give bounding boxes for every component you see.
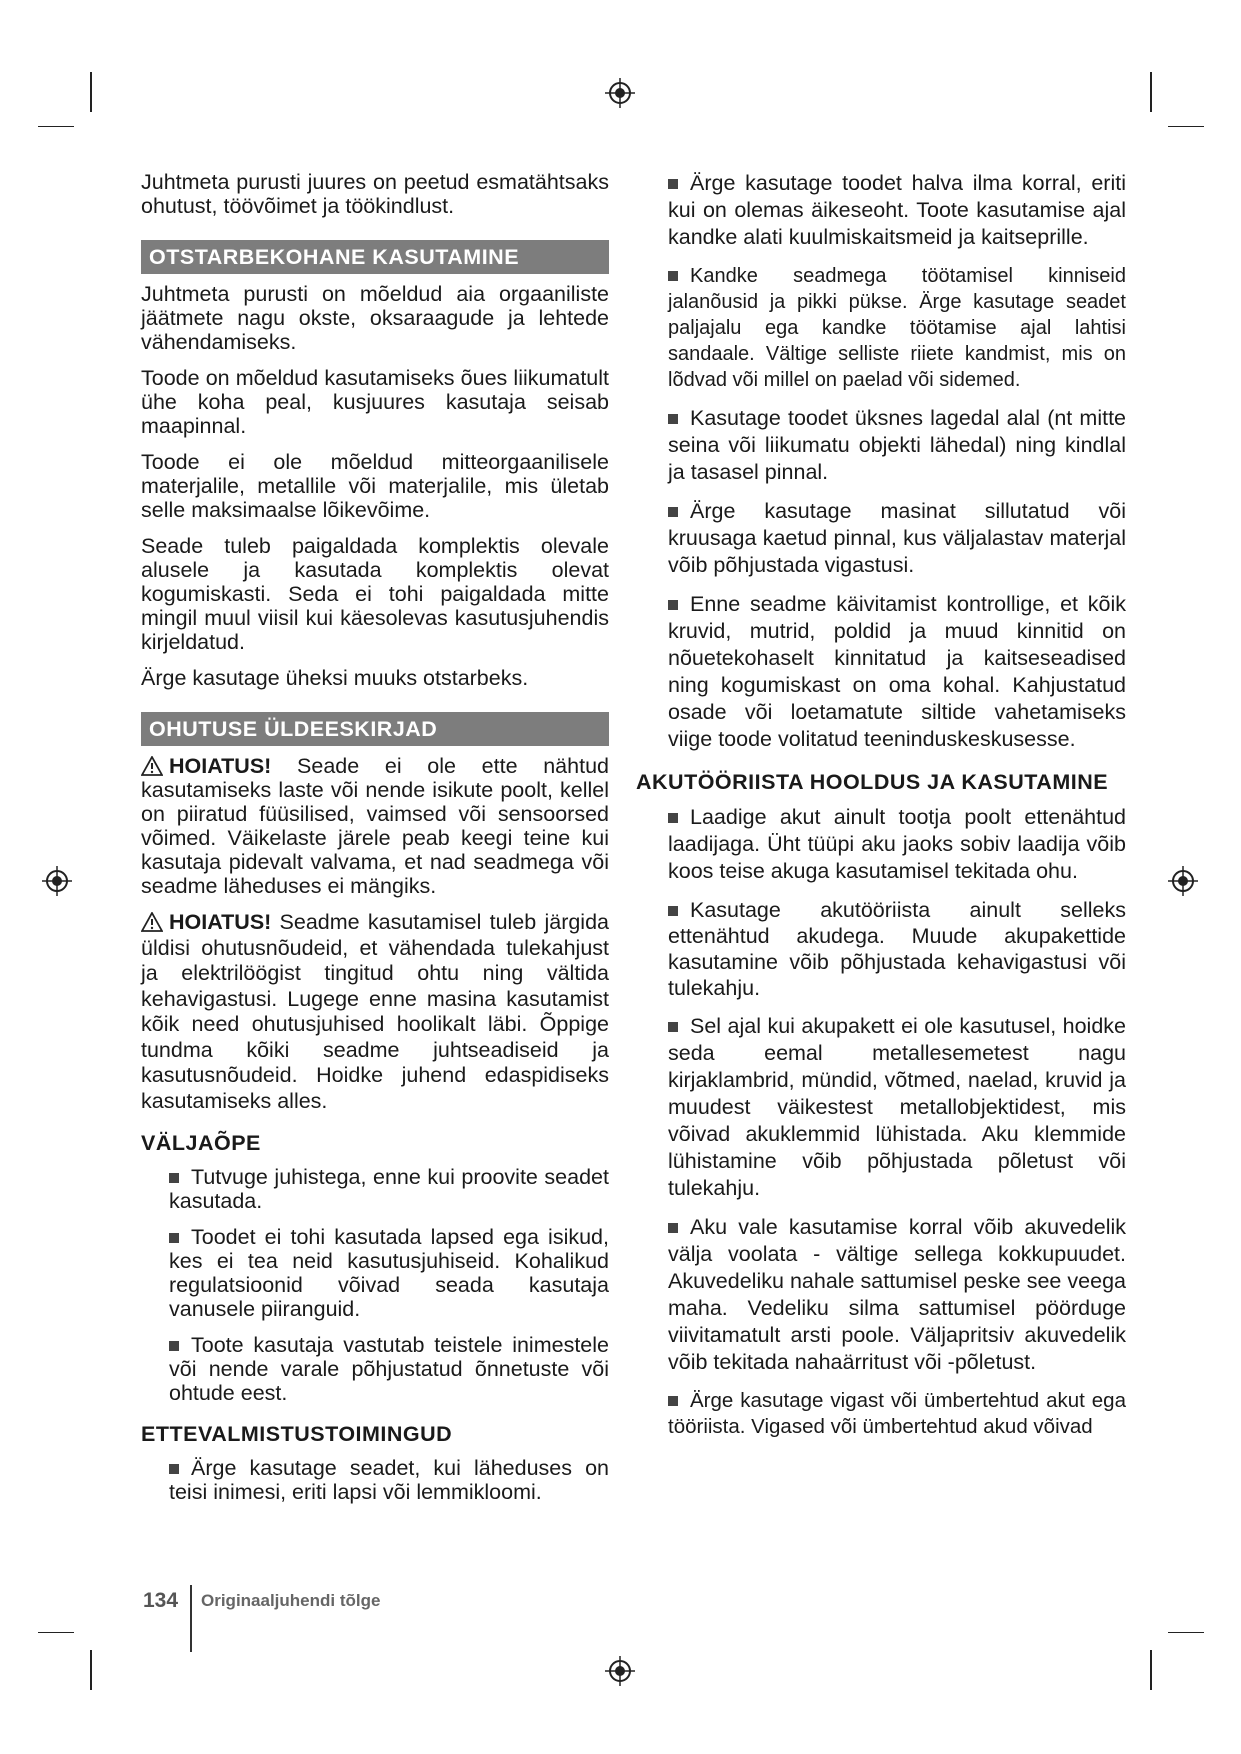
warning-label: HOIATUS! (169, 910, 272, 934)
paragraph: Ärge kasutage üheksi muuks otstarbeks. (141, 666, 529, 690)
list-item: Ärge kasutage vigast või ümbertehtud akut ega tööriista. Vigased või ümbertehtud akud võivad (668, 1389, 1126, 1438)
bullet-icon (169, 1341, 179, 1351)
paragraph: Toode on mõeldud kasutamiseks õues liikumatult ühe koha peal, kusjuures kasutaja seisab maapinnal. (141, 366, 609, 438)
list-item: Aku vale kasutamise korral võib akuvedelik välja voolata - vältige sellega kokkupuudet. Akuvedeliku nahale sattumisel peske see veega maha. Vedeliku silma sattumisel pöörduge viivitamatult arsti poole. Väljapritsiv akuvedelik võib tekitada nahaärritust või -põletust. (668, 1215, 1126, 1374)
warning-text: Seadme kasutamisel tuleb järgida üldisi ohutusnõudeid, et vähendada tulekahjust ja elektrilöögist tingitud ohtu ning vältida kehavigastusi. Lugege enne masina kasutamist kõik need ohutusjuhised hoolikalt läbi. Õppige tundma kõiki seadme juhtseadiseid ja kasutusnõudeid. Hoidke juhend edaspidiseks kasutamiseks alles. (141, 910, 609, 1113)
list-item: Kasutage toodet üksnes lagedal alal (nt mitte seina või liikumatu objekti lähedal) ning kindlal ja tasasel pinnal. (668, 406, 1126, 484)
warning-paragraph (141, 754, 609, 898)
subsection-heading: ETTEVALMISTUSTOIMINGUD (141, 1422, 453, 1446)
list-item: Kasutage akutööriista ainult selleks ettenähtud akudega. Muude akupakettide kasutamine võib põhjustada kehavigastusi või tulekahju. (668, 898, 1126, 1000)
paragraph: Seade tuleb paigaldada komplektis olevale alusele ja kasutada komplektis olevat kogumiskasti. Seda ei tohi paigaldada mitte mingil muul viisil kui käesolevas kasutusjuhendis kirjeldatud. (141, 534, 609, 654)
subsection-heading: VÄLJAÕPE (141, 1131, 261, 1155)
footer-text: Originaaljuhendi tõlge (201, 1591, 381, 1610)
subsection-heading: AKUTÖÖRIISTA HOOLDUS JA KASUTAMINE (636, 770, 1109, 794)
bullet-icon (668, 414, 678, 424)
list-item: Ärge kasutage seadet, kui läheduses on teisi inimesi, eriti lapsi või lemmikloomi. (169, 1456, 609, 1504)
registration-mark-icon (605, 78, 635, 108)
list-item: Ärge kasutage toodet halva ilma korral, eriti kui on olemas äikeseoht. Toote kasutamise ajal kandke alati kuulmiskaitsmeid ja kaitseprille. (668, 171, 1126, 249)
bullet-icon (668, 1396, 678, 1406)
bullet-icon (668, 813, 678, 823)
bullet-icon (169, 1464, 179, 1474)
left-column (141, 170, 609, 1516)
bullet-icon (169, 1173, 179, 1183)
page-number: 134 (143, 1589, 179, 1612)
bullet-icon (668, 1022, 678, 1032)
crop-mark (90, 72, 92, 112)
bullet-icon (169, 1233, 179, 1243)
paragraph: Juhtmeta purusti on mõeldud aia orgaaniliste jäätmete nagu okste, oksaraagude ja lehtede vähendamiseks. (141, 282, 609, 354)
paragraph: Toode ei ole mõeldud mitteorgaanilisele materjalile, metallile või materjalile, mis ületab selle maksimaalse lõikevõime. (141, 450, 609, 522)
list-item: Kandke seadmega töötamisel kinniseid jalanõusid ja pikki pükse. Ärge kasutage seadet paljajalu ega kandke töötamise ajal lahtisi sandaale. Vältige selliste riiete kandmist, mis on lõdvad või millel on paelad või sidemed. (668, 265, 1126, 391)
footer-divider (190, 1585, 192, 1652)
crop-mark (38, 1632, 74, 1633)
bullet-icon (668, 507, 678, 517)
crop-mark (1168, 126, 1204, 127)
warning-text: Seade ei ole ette nähtud kasutamiseks laste või nende isikute poolt, kellel on piiratud füüsilised, vaimsed või sensoorsed võimed. Väikelaste järele peab keegi teine kui kasutaja pidevalt valvama, et nad seadmega või seadme läheduses ei mängiks. (141, 754, 609, 898)
section-heading: OHUTUSE ÜLDEESKIRJAD (141, 712, 609, 746)
list-item: Toote kasutaja vastutab teistele inimestele või nende varale põhjustatud õnnetuste või ohtude eest. (169, 1333, 609, 1405)
intro-paragraph: Juhtmeta purusti juures on peetud esmatähtsaks ohutust, töövõimet ja töökindlust. (141, 170, 609, 218)
crop-mark (1150, 1650, 1152, 1690)
right-column (636, 170, 1126, 1452)
crop-mark (1168, 1632, 1204, 1633)
warning-paragraph (141, 910, 609, 1114)
crop-mark (38, 126, 74, 127)
list-item: Enne seadme käivitamist kontrollige, et kõik kruvid, mutrid, poldid ja muud kinnitid on nõuetekohaselt kinnitatud ja kaitseseadised ning kogumiskast on oma kohal. Kahjustatud osade või loetamatute siltide vahetamiseks viige toode volitatud teeninduskeskusesse. (668, 592, 1126, 751)
warning-triangle-icon (141, 756, 163, 776)
warning-label: HOIATUS! (169, 754, 272, 778)
list-item: Toodet ei tohi kasutada lapsed ega isikud, kes ei tea neid kasutusjuhiseid. Kohalikud regulatsioonid võivad seada kasutaja vanusele piiranguid. (169, 1225, 609, 1321)
registration-mark-icon (1168, 866, 1198, 896)
crop-mark (90, 1650, 92, 1690)
list-item: Sel ajal kui akupakett ei ole kasutusel, hoidke seda eemal metallesemetest nagu kirjaklambrid, mündid, võtmed, naelad, kruvid ja muudest väikestest metallobjektidest, mis võivad akuklemmid lühistada. Aku klemmide lühistamine võib põhjustada põletust või tulekahju. (668, 1014, 1126, 1200)
bullet-icon (668, 271, 678, 281)
bullet-icon (668, 179, 678, 189)
bullet-icon (668, 600, 678, 610)
registration-mark-icon (42, 866, 72, 896)
section-heading: OTSTARBEKOHANE KASUTAMINE (141, 240, 609, 274)
bullet-icon (668, 1223, 678, 1233)
crop-mark (1150, 72, 1152, 112)
bullet-icon (668, 906, 678, 916)
list-item: Ärge kasutage masinat sillutatud või kruusaga kaetud pinnal, kus väljalastav materjal võib põhjustada vigastusi. (668, 499, 1126, 577)
list-item: Tutvuge juhistega, enne kui proovite seadet kasutada. (169, 1165, 609, 1213)
warning-triangle-icon (141, 912, 163, 932)
list-item: Laadige akut ainult tootja poolt ettenähtud laadijaga. Üht tüüpi aku jaoks sobiv laadija võib koos teise akuga kasutamisel tekitada ohu. (668, 805, 1126, 883)
registration-mark-icon (605, 1656, 635, 1686)
